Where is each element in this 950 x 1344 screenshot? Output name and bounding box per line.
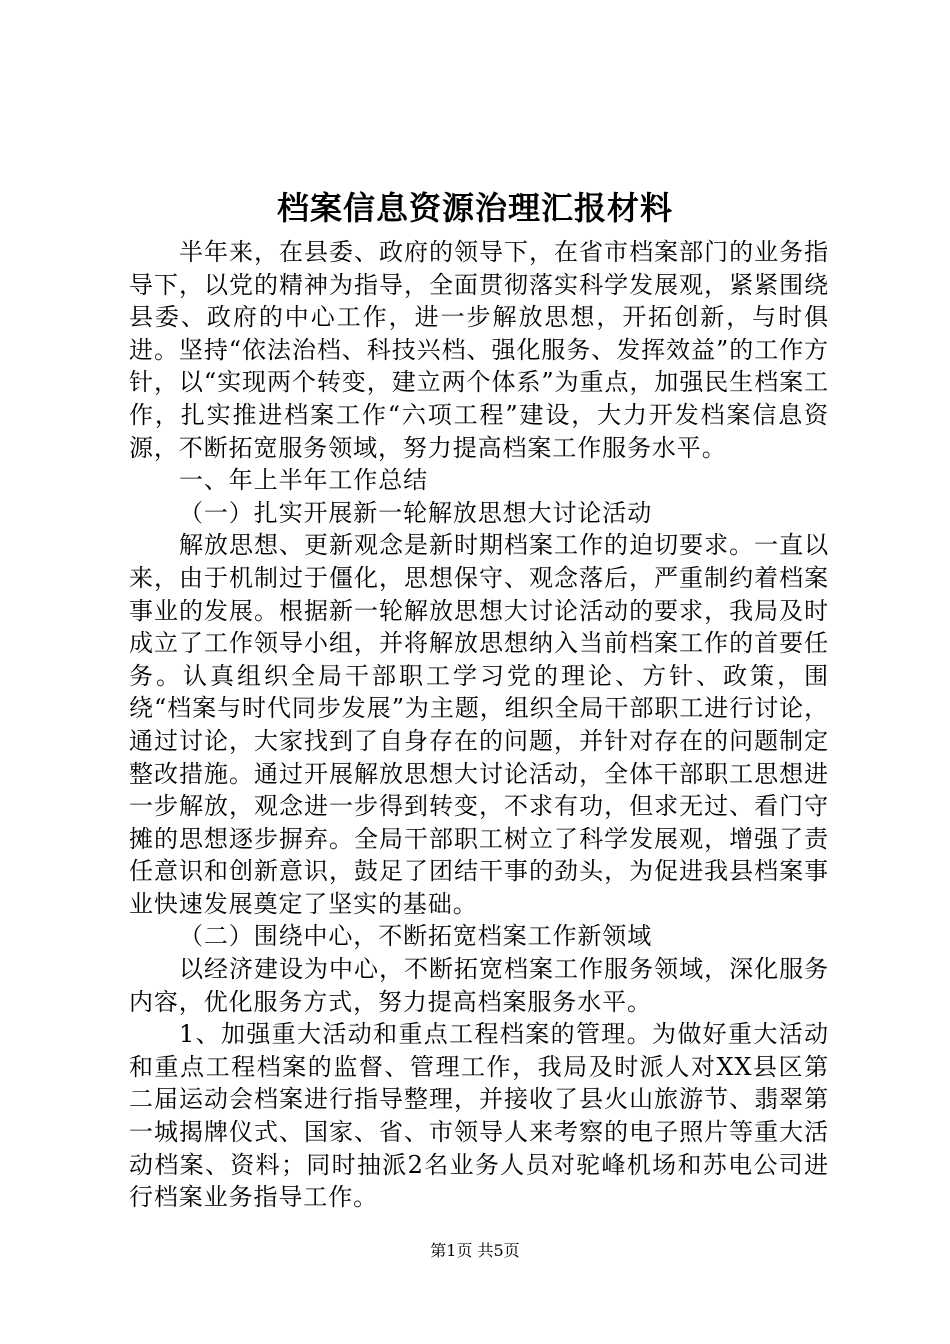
intro-paragraph: 半年来，在县委、政府的领导下，在省市档案部门的业务指导下，以党的精神为指导，全面贯彻落实科学发展观，紧紧围绕县委、政府的中心工作，进一步解放思想，开拓创新，与时俱进。坚持“依法治档、科技兴档、强化服务、发挥效益”的工作方针，以“实现两个转变，建立两个体系”为重点，加强民生档案工作，扎实推进档案工作“六项工程”建设，大力开发档案信息资源，不断拓宽服务领域，努力提高档案工作服务水平。 bbox=[129, 238, 829, 462]
document-body bbox=[129, 236, 829, 1214]
numbered-paragraph: 1、加强重大活动和重点工程档案的管理。为做好重大活动和重点工程档案的监督、管理工作，我局及时派人对XX县区第二届运动会档案进行指导整理，并接收了县火山旅游节、翡翠第一城揭牌仪式、国家、省、市领导人来考察的电子照片等重大活动档案、资料；同时抽派2名业务人员对驼峰机场和苏电公司进行档案业务指导工作。 bbox=[129, 1020, 829, 1212]
body-paragraph: 以经济建设为中心，不断拓宽档案工作服务领域，深化服务内容，优化服务方式，努力提高档案服务水平。 bbox=[129, 955, 829, 1016]
body-paragraph: 解放思想、更新观念是新时期档案工作的迫切要求。一直以来，由于机制过于僵化，思想保守、观念落后，严重制约着档案事业的发展。根据新一轮解放思想大讨论活动的要求，我局及时成立了工作领导小组，并将解放思想纳入当前档案工作的首要任务。认真组织全局干部职工学习党的理论、方针、政策，围绕“档案与时代同步发展”为主题，组织全局干部职工进行讨论，通过讨论，大家找到了自身存在的问题，并针对存在的问题制定整改措施。通过开展解放思想大讨论活动，全体干部职工思想进一步解放，观念进一步得到转变，不求有功，但求无过、看门守摊的思想逐步摒弃。全局干部职工树立了科学发展观，增强了责任意识和创新意识，鼓足了团结干事的劲头，为促进我县档案事业快速发展奠定了坚实的基础。 bbox=[129, 531, 829, 918]
document-title: 档案信息资源治理汇报材料 bbox=[276, 189, 673, 227]
page-footer: 第1页 共5页 bbox=[430, 1241, 520, 1260]
subsection-heading: （一）扎实开展新一轮解放思想大讨论活动 bbox=[179, 498, 653, 527]
subsection-heading: （二）围绕中心，不断拓宽档案工作新领域 bbox=[179, 922, 653, 951]
section-heading: 一、年上半年工作总结 bbox=[179, 466, 428, 495]
